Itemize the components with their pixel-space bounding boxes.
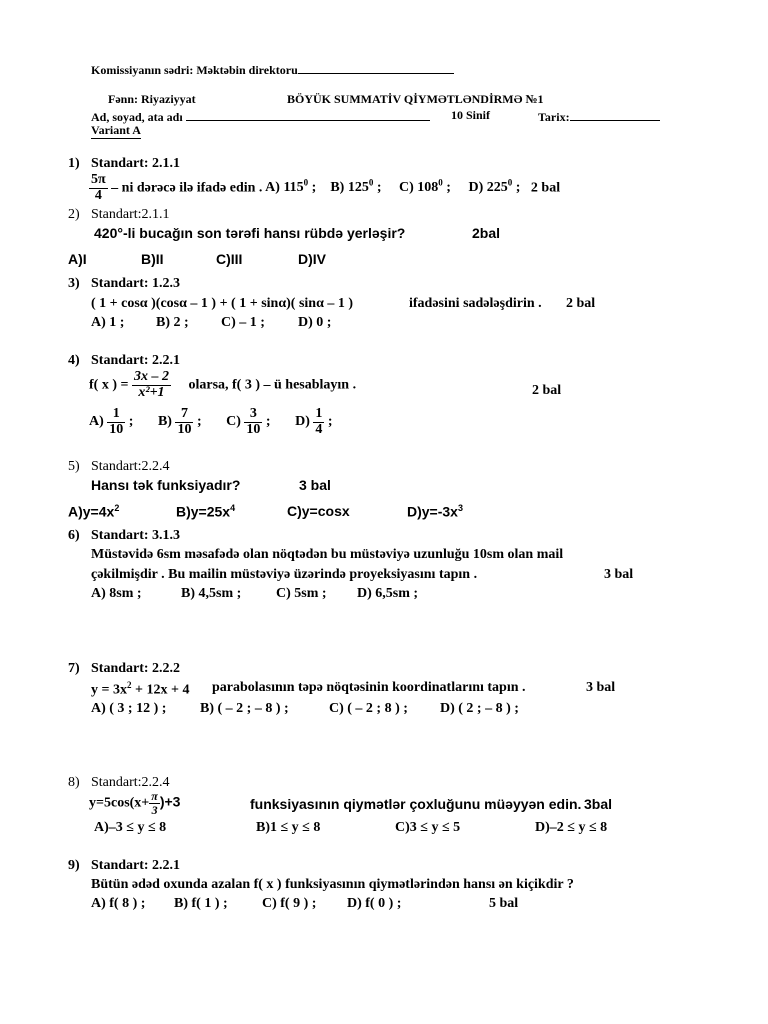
q8-option-b: B)1 ≤ y ≤ 8 (256, 820, 321, 835)
q7-points: 3 bal (586, 680, 616, 695)
q4-option-b: B) $\frac{7}{10}$ ; (157, 406, 202, 437)
q4-lhs: f( x ) = (89, 377, 129, 393)
name-line (91, 108, 430, 125)
q4-text: olarsa, f( 3 ) – ü hesablayın . (188, 377, 357, 393)
q9-number: 9) (68, 858, 80, 873)
q9-option-c: C) f( 9 ) ; (262, 896, 317, 911)
q3-option-d: D) 0 ; (298, 315, 332, 330)
q8-number: 8) (68, 775, 80, 790)
q6-option-b: B) 4,5sm ; (181, 586, 242, 601)
q5-text: Hansı tək funksiyadır? (91, 477, 241, 493)
q2-standard: Standart:2.1.1 (91, 207, 170, 222)
q2-option-a: A)I (68, 251, 87, 267)
q6-standard: Standart: 3.1.3 (91, 528, 181, 543)
name-label: Ad, soyad, ata adı (91, 110, 183, 124)
q6-number: 6) (68, 528, 80, 543)
q1-number: 1) (68, 156, 80, 171)
q3-points: 2 bal (566, 296, 596, 311)
date-line (538, 108, 660, 125)
q5-option-d: $D)y=-3x^3$ (407, 503, 463, 520)
q5-standard: Standart:2.2.4 (91, 459, 170, 474)
q4-option-a: A) $\frac{1}{10}$ ; (89, 406, 134, 437)
q5-number: 5) (68, 459, 80, 474)
q9-text: Bütün ədəd oxunda azalan f( x ) funksiyasının qiymətlərindən hansı ən kiçikdir ? (91, 877, 574, 892)
exam-title: BÖYÜK SUMMATİV QİYMƏTLƏNDİRMƏ №1 (287, 92, 544, 106)
q4-options (89, 407, 333, 437)
commission-label: Komissiyanın sədri: Məktəbin direktoru (91, 63, 298, 77)
grade-label: 10 Sinif (451, 108, 491, 122)
q7-expression: $y = 3x^2 + 12x + 4$ (91, 680, 190, 698)
q5-option-a: $A)y=4x^2$ (68, 503, 120, 520)
q4-points: 2 bal (532, 383, 562, 398)
q7-option-c: C) ( – 2 ; 8 ) ; (329, 701, 408, 716)
q9-option-a: A) f( 8 ) ; (91, 896, 146, 911)
q1-option-c: C) $108^0$ ; (399, 177, 451, 196)
q1-fraction: $\frac{5\pi}{4}$ (91, 172, 106, 203)
q1-standard: Standart: 2.1.1 (91, 156, 181, 171)
q7-option-d: D) ( 2 ; – 8 ) ; (440, 701, 519, 716)
q6-option-c: C) 5sm ; (276, 586, 327, 601)
q5-option-c: C)y=cosx (287, 503, 350, 519)
subject-label: Fənn: Riyaziyyat (108, 92, 196, 106)
q8-option-d: D)–2 ≤ y ≤ 8 (535, 820, 608, 835)
date-label: Tarix: (538, 110, 570, 124)
q7-standard: Standart: 2.2.2 (91, 661, 181, 676)
q2-text: 420°-li bucağın son tərəfi hansı rübdə yerləşir? (94, 225, 406, 241)
q4-fraction: $\frac{3x - 2}{\text{x²+1}}$ (133, 369, 169, 400)
q8-expression: y=5cos(x+ $\frac{\pi}{3}$ )+3 (89, 789, 181, 817)
q5-option-b: $B)y=25x^4$ (176, 503, 236, 520)
q4-body (89, 370, 356, 400)
q8-points: 3bal (584, 796, 613, 812)
q6-line2: çəkilmişdir . Bu mailin müstəviyə üzərində proyeksiyasını tapın . (91, 567, 478, 582)
q8-standard: Standart:2.2.4 (91, 775, 170, 790)
q2-option-c: C)III (216, 251, 243, 267)
q3-option-b: B) 2 ; (156, 315, 189, 330)
q9-standard: Standart: 2.2.1 (91, 858, 181, 873)
q9-option-b: B) f( 1 ) ; (174, 896, 228, 911)
q9-option-d: D) f( 0 ) ; (347, 896, 402, 911)
q2-number: 2) (68, 207, 80, 222)
q5-points: 3 bal (299, 477, 331, 493)
q8-option-a: A)–3 ≤ y ≤ 8 (94, 820, 167, 835)
q7-text: parabolasının təpə nöqtəsinin koordinatlarını tapın . (212, 680, 526, 695)
q3-option-c: C) – 1 ; (221, 315, 265, 330)
q8-option-c: C)3 ≤ y ≤ 5 (395, 820, 461, 835)
q7-option-a: A) ( 3 ; 12 ) ; (91, 701, 167, 716)
q3-number: 3) (68, 276, 80, 291)
q4-standard: Standart: 2.2.1 (91, 353, 181, 368)
q1-points: 2 bal (530, 180, 561, 196)
q3-text: ifadəsini sadələşdirin . (409, 296, 542, 311)
date-blank (570, 108, 660, 121)
q3-option-a: A) 1 ; (91, 315, 125, 330)
q1-option-b: B) $125^0$ ; (330, 177, 382, 196)
q6-option-a: A) 8sm ; (91, 586, 142, 601)
q6-points: 3 bal (604, 567, 634, 582)
q3-expression: ( 1 + cosα )(cosα – 1 ) + ( 1 + sinα)( sinα – 1 ) (91, 296, 354, 311)
q3-standard: Standart: 1.2.3 (91, 276, 181, 291)
q6-line1: Müstəvidə 6sm məsafədə olan nöqtədən bu müstəviyə uzunluğu 10sm olan mail (91, 547, 564, 562)
q2-option-d: D)IV (298, 251, 326, 267)
variant-label: Variant A (91, 123, 141, 137)
q4-option-d: D) $\frac{1}{4}$ ; (295, 406, 333, 437)
q1-body (89, 173, 560, 203)
commission-line (91, 61, 454, 78)
q4-number: 4) (68, 353, 80, 368)
q1-option-d: D) $225^0$ ; (468, 177, 521, 196)
q9-points: 5 bal (489, 896, 519, 911)
q2-points: 2bal (472, 225, 501, 241)
q4-option-c: C) $\frac{3}{10}$ ; (226, 406, 271, 437)
name-blank (186, 108, 430, 121)
q6-option-d: D) 6,5sm ; (357, 586, 419, 601)
q7-number: 7) (68, 661, 80, 676)
q1-option-a: A) $115^0$ ; (265, 177, 317, 196)
commission-blank (298, 61, 454, 74)
q8-text: funksiyasının qiymətlər çoxluğunu müəyyən edin. (250, 796, 582, 812)
q1-text: – ni dərəcə ilə ifadə edin . (111, 180, 263, 196)
q7-option-b: B) ( – 2 ; – 8 ) ; (200, 701, 289, 716)
q2-option-b: B)II (141, 251, 164, 267)
